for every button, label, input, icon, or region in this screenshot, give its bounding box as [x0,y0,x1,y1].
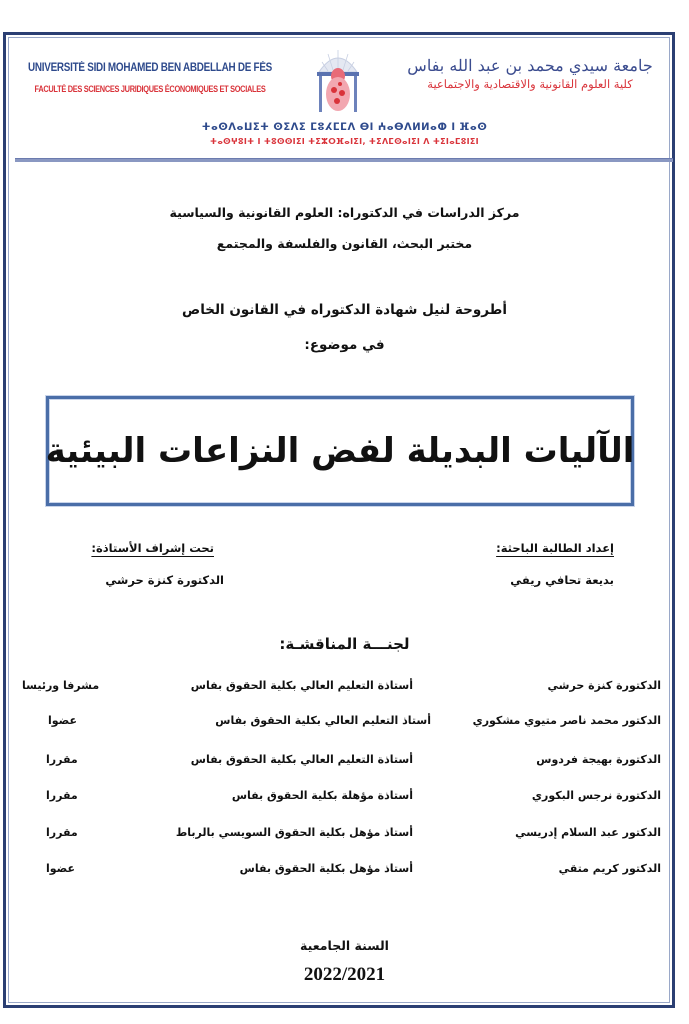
committee-member-row [0,826,689,850]
member-position: أستاذ مؤهل بكلية الحقوق بفاس [239,862,413,875]
member-name: الدكتورة نرجس البكوري [531,789,661,802]
committee-title: لجنـــة المناقشـة: [279,635,410,653]
header-separator [15,158,673,162]
prepared-by-label: إعداد الطالبة الباحثة: [496,541,614,555]
header-french-block [0,62,300,95]
doctoral-center: مركز الدراسات في الدكتوراه: العلوم القانونية والسياسية [169,205,520,220]
supervisor-name: الدكتورة كنزة حرشي [105,573,224,587]
member-role: مقررا [46,789,78,802]
committee-member-row [0,789,689,813]
member-position: أستاذة التعليم العالي بكلية الحقوق بفاس [190,679,413,692]
member-position: أستاذة مؤهلة بكلية الحقوق بفاس [231,789,413,802]
member-position: أستاذ التعليم العالي بكلية الحقوق بفاس [215,714,431,727]
member-position: أستاذة التعليم العالي بكلية الحقوق بفاس [190,753,413,766]
member-role: مقررا [46,753,78,766]
member-role: مشرفا ورئيسا [22,679,100,692]
university-logo-icon [313,46,363,114]
thesis-type: أطروحة لنيل شهادة الدكتوراه في القانون الخاص [182,302,507,318]
university-name-ar: جامعة سيدي محمد بن عبد الله بفاس [407,56,653,75]
university-name-tifinagh: ⵜⴰⵙⴷⴰⵡⵉⵜ ⵙⵉⴷⵉ ⵎⵓⵃⵎⵎⴷ ⴱⵏ ⵄⴰⴱⴷⵍⵍⴰⵀ ⵏ ⴼⴰⵙ [201,122,488,133]
research-lab: مختبر البحث، القانون والفلسفة والمجتمع [216,236,473,251]
faculty-name-fr: FACULTÉ DES SCIENCES JURIDIQUES ÉCONOMIQUES ET SOCIALES [34,84,266,95]
committee-member-row [0,862,689,886]
prepared-by-name: بديعة تحافي ريفي [510,573,614,587]
member-role: عضوا [48,714,78,727]
faculty-name-ar: كلية العلوم القانونية والاقتصادية والاجتماعية [427,77,633,91]
thesis-title: الآليات البديلة لفض النزاعات البيئية [45,431,635,471]
member-name: الدكتور عبد السلام إدريسي [515,826,661,839]
committee-member-row [0,753,689,777]
academic-year-label: السنة الجامعية [300,938,389,953]
university-name-fr: UNIVERSITÉ SIDI MOHAMED BEN ABDELLAH DE FÈS [27,62,273,74]
member-name: الدكتورة بهيجة فردوس [536,753,661,766]
member-role: عضوا [46,862,76,875]
member-name: الدكتور محمد ناصر متيوي مشكوري [472,714,661,727]
header-arabic-block [380,56,680,91]
committee-member-row [0,679,689,703]
member-name: الدكتورة كنزة حرشي [547,679,661,692]
committee-member-row [0,714,689,738]
faculty-name-tifinagh: ⵜⴰⵙⵖⵓⵏⵜ ⵏ ⵜⵓⵙⵙⵏⵉⵏ ⵜⵉⵣⵔⴼⴰⵏⵉⵏ, ⵜⵉⴷⵎⵙⴰⵏⵉⵏ ⴷ ⵜⵉⵏⴰⵎⵓⵏⵉⵏ [210,137,479,146]
subject-label: في موضوع: [304,337,385,353]
thesis-title-box [46,396,634,506]
member-role: مقررا [46,826,78,839]
member-name: الدكتور كريم متقي [558,862,661,875]
supervisor-label: تحت إشراف الأستاذة: [91,541,214,555]
academic-year-value: 2022/2021 [303,964,386,985]
member-position: أستاذ مؤهل بكلية الحقوق السويسي بالرباط [175,826,413,839]
